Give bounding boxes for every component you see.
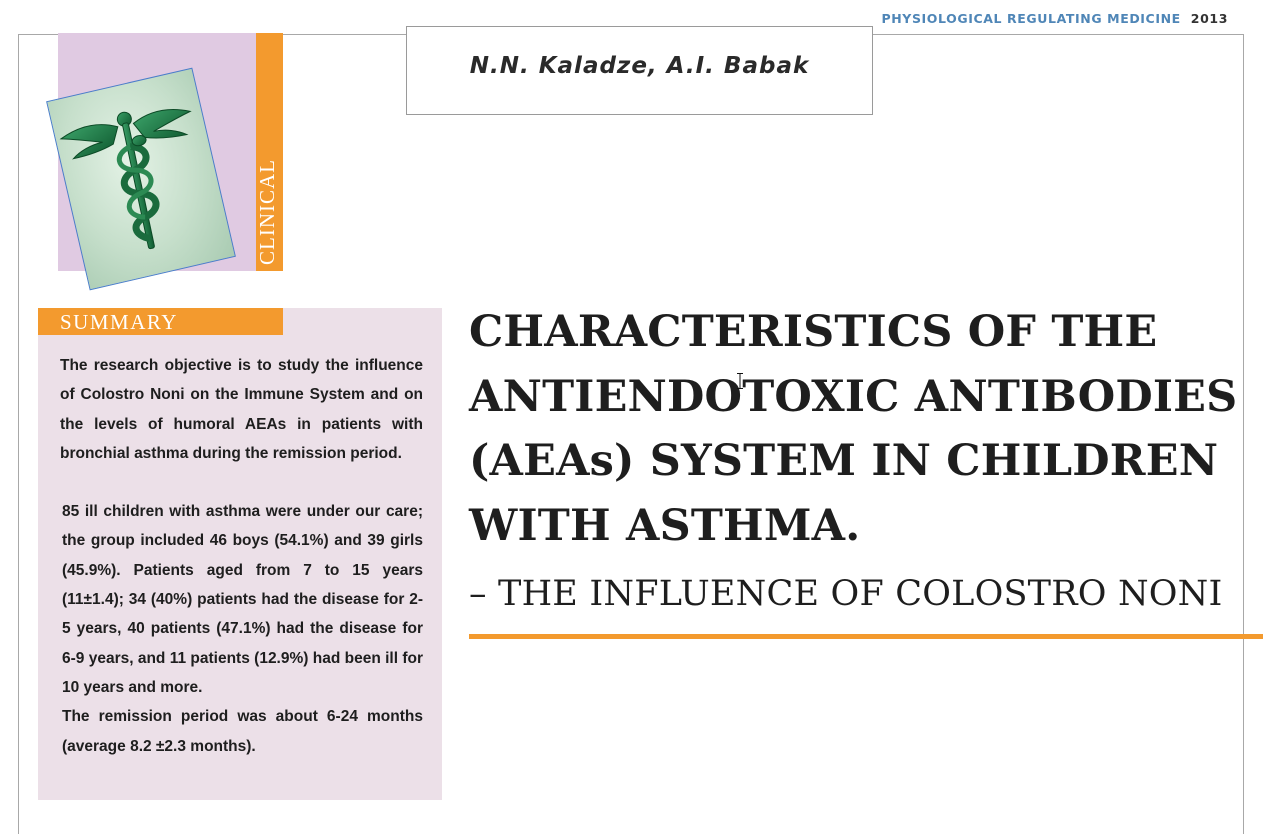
summary-header: [38, 308, 283, 335]
section-tab-label: CLINICAL: [255, 159, 279, 265]
summary-paragraph-3: The remission period was about 6-24 months (average 8.2 ±2.3 months).: [62, 708, 423, 755]
summary-paragraph-2: 85 ill children with asthma were under our care; the group included 46 boys (54.1%) and 39 girls (45.9%). Patients aged from 7 to 15 years (11±1.4); 34 (40%) patients had the disease for 2-5 years, 40 patients (47.1%) had the disease for 6-9 years, and 11 patients (12.9%) had been ill for 10 years and more.: [62, 503, 423, 696]
text-cursor-icon: [737, 373, 743, 389]
summary-paragraph-1: The research objective is to study the influence of Colostro Noni on the Immune System and on the levels of humoral AEAs in patients with bronchial asthma during the remission period.: [60, 357, 423, 462]
section-tab: [256, 33, 283, 271]
summary-text: [60, 351, 423, 761]
caduceus-icon: [58, 84, 208, 254]
authors: N.N. Kaladze, A.I. Babak: [469, 53, 810, 79]
summary-heading: SUMMARY: [60, 310, 178, 334]
title-rule: [469, 634, 1263, 639]
journal-header: [881, 11, 1228, 26]
article-subtitle: – THE INFLUENCE OF COLOSTRO NONI: [469, 574, 1223, 614]
author-box: [406, 26, 873, 115]
journal-year: 2013: [1190, 11, 1228, 26]
article-title: CHARACTERISTICS OF THE ANTIENDOTOXIC ANTIBODIES (AEAs) SYSTEM IN CHILDREN WITH ASTHMA.: [469, 307, 1238, 551]
journal-name: PHYSIOLOGICAL REGULATING MEDICINE: [881, 11, 1181, 26]
